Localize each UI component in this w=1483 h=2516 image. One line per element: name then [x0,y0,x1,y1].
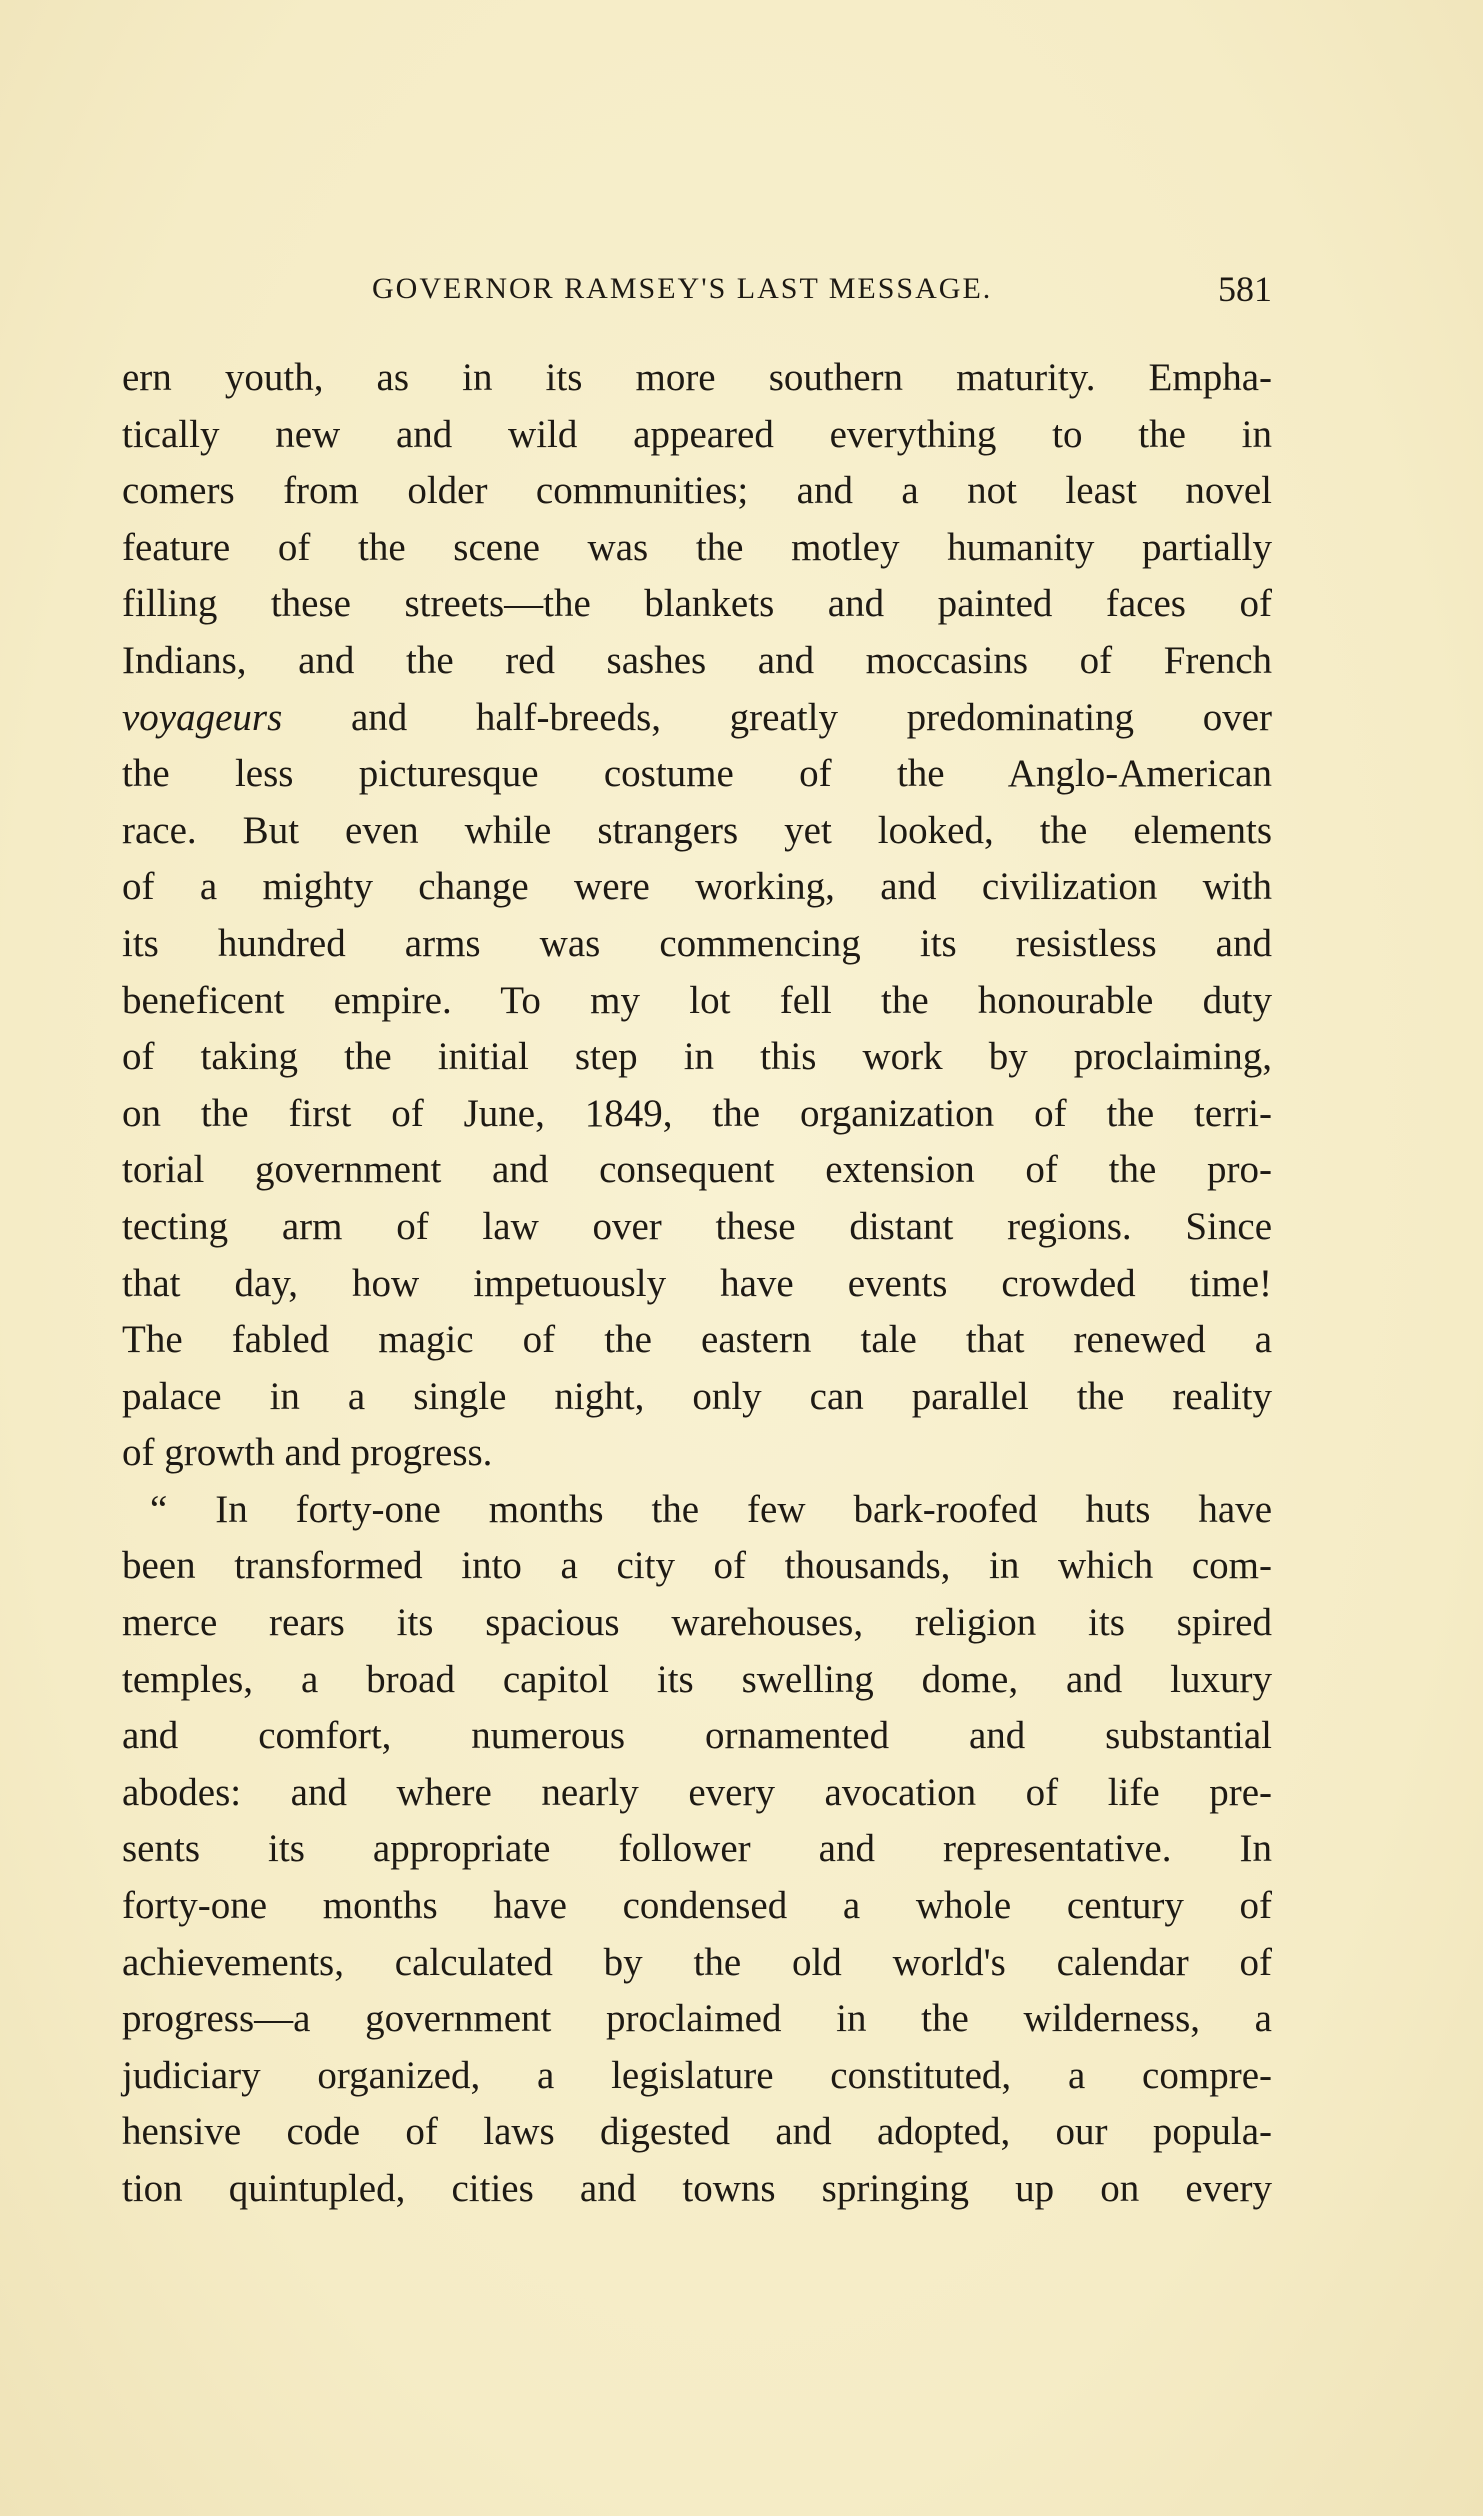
text-line: progress—a government proclaimed in the wilderness, a [122,1997,1272,2041]
text-line: that day, how impetuously have events crowded time! [122,1261,1272,1305]
text-line: and comfort, numerous ornamented and substantial [122,1714,1272,1758]
text-line: its hundred arms was commencing its resistless and [122,921,1272,965]
text-line: tecting arm of law over these distant regions. Since [122,1204,1272,1248]
text-line: Indians, and the red sashes and moccasins of French [122,638,1272,682]
text-line: beneficent empire. To my lot fell the honourable duty [122,978,1272,1022]
text-line: the less picturesque costume of the Anglo-American [122,752,1272,796]
text-line: achievements, calculated by the old world's calendar of [122,1940,1272,1984]
italic-word: voyageurs [122,695,283,739]
text-line: hensive code of laws digested and adopted, our popula- [122,2110,1272,2154]
text-line: tically new and wild appeared everything to the in [122,412,1272,456]
text-line: torial government and consequent extension of the pro- [122,1148,1272,1192]
text-line: temples, a broad capitol its swelling dome, and luxury [122,1657,1272,1701]
text-line: merce rears its spacious warehouses, religion its spired [122,1601,1272,1645]
text-line: palace in a single night, only can parallel the reality [122,1374,1272,1418]
paragraph-end-line: of growth and progress. [122,1431,493,1475]
running-title: GOVERNOR RAMSEY'S LAST MESSAGE. [372,272,993,305]
text-line: on the first of June, 1849, the organization of the terri- [122,1091,1272,1135]
running-head [122,269,1272,322]
body-text [122,350,1272,2218]
text-line: The fabled magic of the eastern tale that renewed a [122,1318,1272,1362]
text-line: of taking the initial step in this work by proclaiming, [122,1035,1272,1079]
text-line: forty-one months have condensed a whole century of [122,1884,1272,1928]
text-line: race. But even while strangers yet looked, the elements [122,808,1272,852]
text-line: feature of the scene was the motley humanity partially [122,525,1272,569]
page-number: 581 [1218,269,1272,309]
text-line: sents its appropriate follower and representative. In [122,1827,1272,1871]
text-line: ern youth, as in its more southern maturity. Empha- [122,356,1272,399]
text-line: tion quintupled, cities and towns springing up on every [122,2167,1272,2210]
text-line: comers from older communities; and a not least novel [122,469,1272,513]
text-line: of a mighty change were working, and civilization with [122,865,1272,909]
text-line: judiciary organized, a legislature constituted, a compre- [122,2053,1272,2097]
text-line: voyageurs and half-breeds, greatly predominating over [122,695,1272,739]
text-line: been transformed into a city of thousands, in which com- [122,1544,1272,1588]
text-line: abodes: and where nearly every avocation of life pre- [122,1770,1272,1814]
text-line: filling these streets—the blankets and painted faces of [122,582,1272,626]
paragraph-start-line: “ In forty-one months the few bark-roofed huts have [150,1487,1272,1531]
